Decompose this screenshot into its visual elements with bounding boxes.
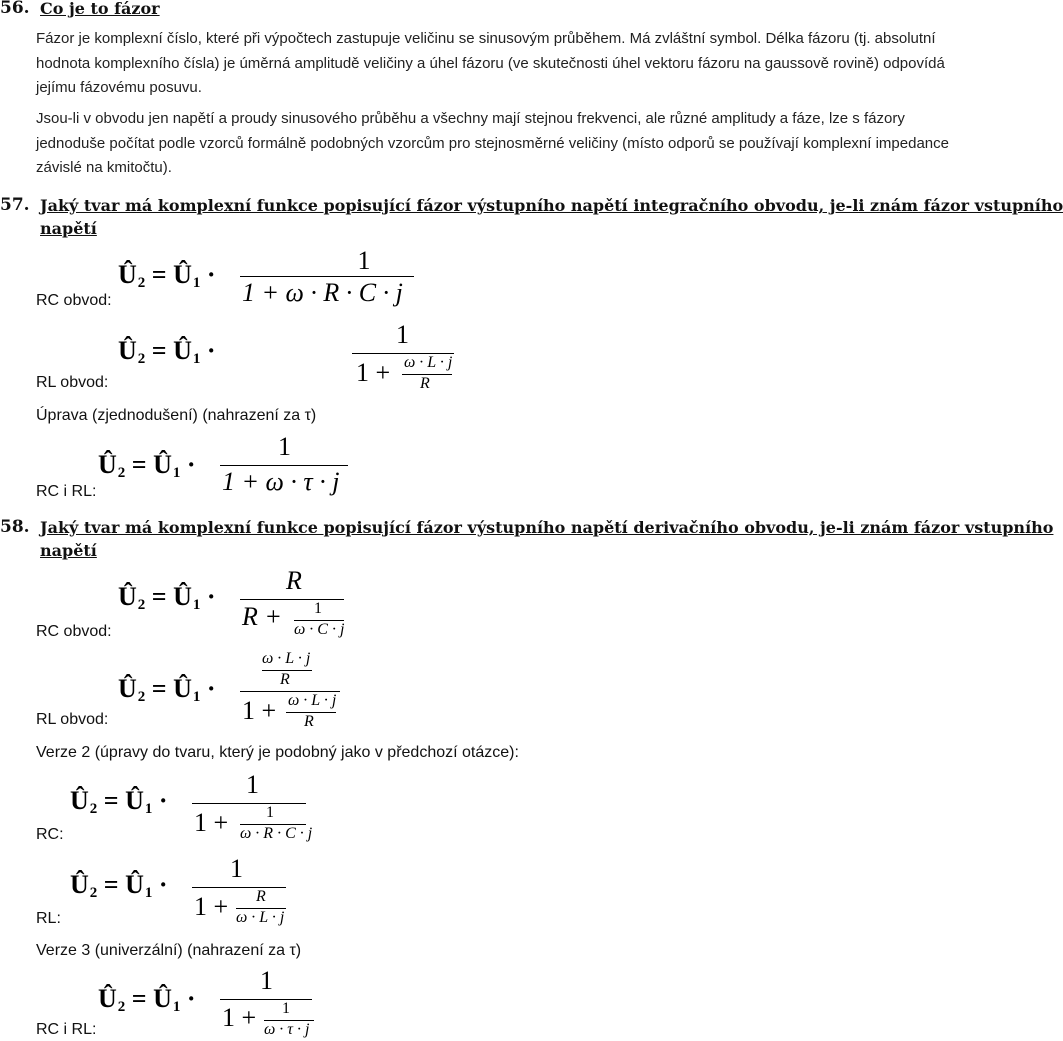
fraction-numerator: 1 [260, 966, 273, 995]
question-title-cont: napětí [40, 219, 97, 238]
rl-circuit-label: RL obvod: [36, 374, 109, 391]
formula-rc-differentiator: $Û_2$ = $Û_1$ · R R + 1 ω · C · j [118, 566, 345, 638]
fraction-denominator: 1 + ω · τ · j [222, 467, 340, 496]
rl-label: RL: [36, 910, 61, 927]
inner-denominator: R [304, 713, 314, 730]
fraction-denominator: 1 + ω · R · C · j [242, 278, 403, 307]
formula-tau-differentiator: $Û_2$ = $Û_1$ · 1 1 + 1 ω · τ · j [98, 966, 358, 1038]
question-number: 58. [0, 517, 30, 537]
formula-rl-differentiator-v2: $Û_2$ = $Û_1$ · 1 1 + R ω · L · j [70, 854, 285, 926]
denominator-prefix: 1 + [356, 358, 391, 387]
paragraph: Fázor je komplexní číslo, které při výpočtech zastupuje veličinu se sinusovým průběhem. Má zvláštní symbol. Délka fázoru (tj. absolutní hodnota komplexního čísla) je úměrná amplitudě veličiny a úhel fázoru (ve skutečnosti úhel vektoru fázoru na gaussově rovině) odpovídá jejímu fázovému posuvu. [36, 30, 945, 97]
denominator-prefix: 1 + [194, 892, 229, 921]
rc-circuit-label: RC obvod: [36, 292, 112, 309]
section-label: Úprava (zjednodušení) (nahrazení za τ) [36, 407, 317, 424]
question-title: Jaký tvar má komplexní funkce popisující fázor výstupního napětí integračního obvodu, je-li znám fázor vstupního [40, 196, 1063, 215]
inner-numerator: 1 [266, 804, 274, 821]
question-title-cont: napětí [40, 541, 97, 560]
inner-denominator: ω · L · j [236, 909, 285, 926]
fraction-numerator: 1 [357, 246, 371, 275]
section-label: Verze 2 (úpravy do tvaru, který je podobný jako v předchozí otázce): [36, 744, 519, 761]
section-label: Verze 3 (univerzální) (nahrazení za τ) [36, 942, 302, 959]
inner-numerator: R [256, 888, 266, 905]
rl-circuit-label: RL obvod: [36, 711, 109, 728]
denominator-prefix: 1 + [242, 696, 277, 725]
denominator-prefix: 1 + [222, 1003, 257, 1032]
inner-denominator: ω · C · j [294, 621, 345, 638]
formula-rl-differentiator: $Û_2$ = $Û_1$ · ω · L · j R 1 + ω · L · j R [118, 650, 378, 730]
denominator-prefix: R + [242, 602, 282, 631]
formula-rc-differentiator-v2: $Û_2$ = $Û_1$ · 1 1 + 1 ω · R · C · j [70, 770, 313, 842]
rc-rl-label: RC i RL: [36, 483, 97, 500]
fraction-numerator: 1 [246, 770, 259, 799]
inner-numerator: 1 [282, 1000, 290, 1017]
question-title: Jaký tvar má komplexní funkce popisující fázor výstupního napětí derivačního obvodu, je-li znám fázor vstupního [40, 518, 1054, 537]
question-number: 57. [0, 195, 30, 215]
fraction-numerator: 1 [278, 432, 291, 461]
inner-numerator: ω · L · j [262, 650, 311, 667]
denominator-prefix: 1 + [194, 808, 229, 837]
question-title: Co je to fázor [40, 0, 160, 18]
formula-tau-integrator: $Û_2$ = $Û_1$ · 1 1 + ω · τ · j [98, 432, 358, 494]
formula-rl-integrator: $Û_2$ = $Û_1$ · 1 1 + ω · L · j R [118, 320, 453, 392]
inner-numerator: ω · L · j [288, 692, 337, 709]
inner-denominator: ω · τ · j [264, 1021, 310, 1038]
inner-denominator: ω · R · C · j [240, 825, 313, 842]
fraction-numerator: 1 [230, 854, 243, 883]
fraction-numerator: R [286, 566, 302, 595]
paragraph: Jsou-li v obvodu jen napětí a proudy sinusového průběhu a všechny mají stejnou frekvenci, ale různé amplitudy a fáze, lze s fázory jednoduše počítat podle vzorců formálně podobných vzorcům pro stejnosměrné veličiny (místo odporů se používají komplexní impedance závislé na kmitočtu). [36, 110, 949, 177]
inner-numerator: ω · L · j [404, 354, 453, 371]
rc-label: RC: [36, 826, 64, 843]
inner-denominator: R [420, 375, 430, 392]
rc-rl-label: RC i RL: [36, 1021, 97, 1038]
inner-numerator: 1 [314, 600, 322, 617]
inner-denominator: R [280, 671, 290, 688]
fraction-numerator: 1 [396, 320, 409, 349]
question-number: 56. [0, 0, 30, 18]
rc-circuit-label: RC obvod: [36, 623, 112, 640]
formula-rc-integrator: $Û_2$ = $Û_1$ · 1 1 + ω · R · C · j [118, 250, 418, 310]
